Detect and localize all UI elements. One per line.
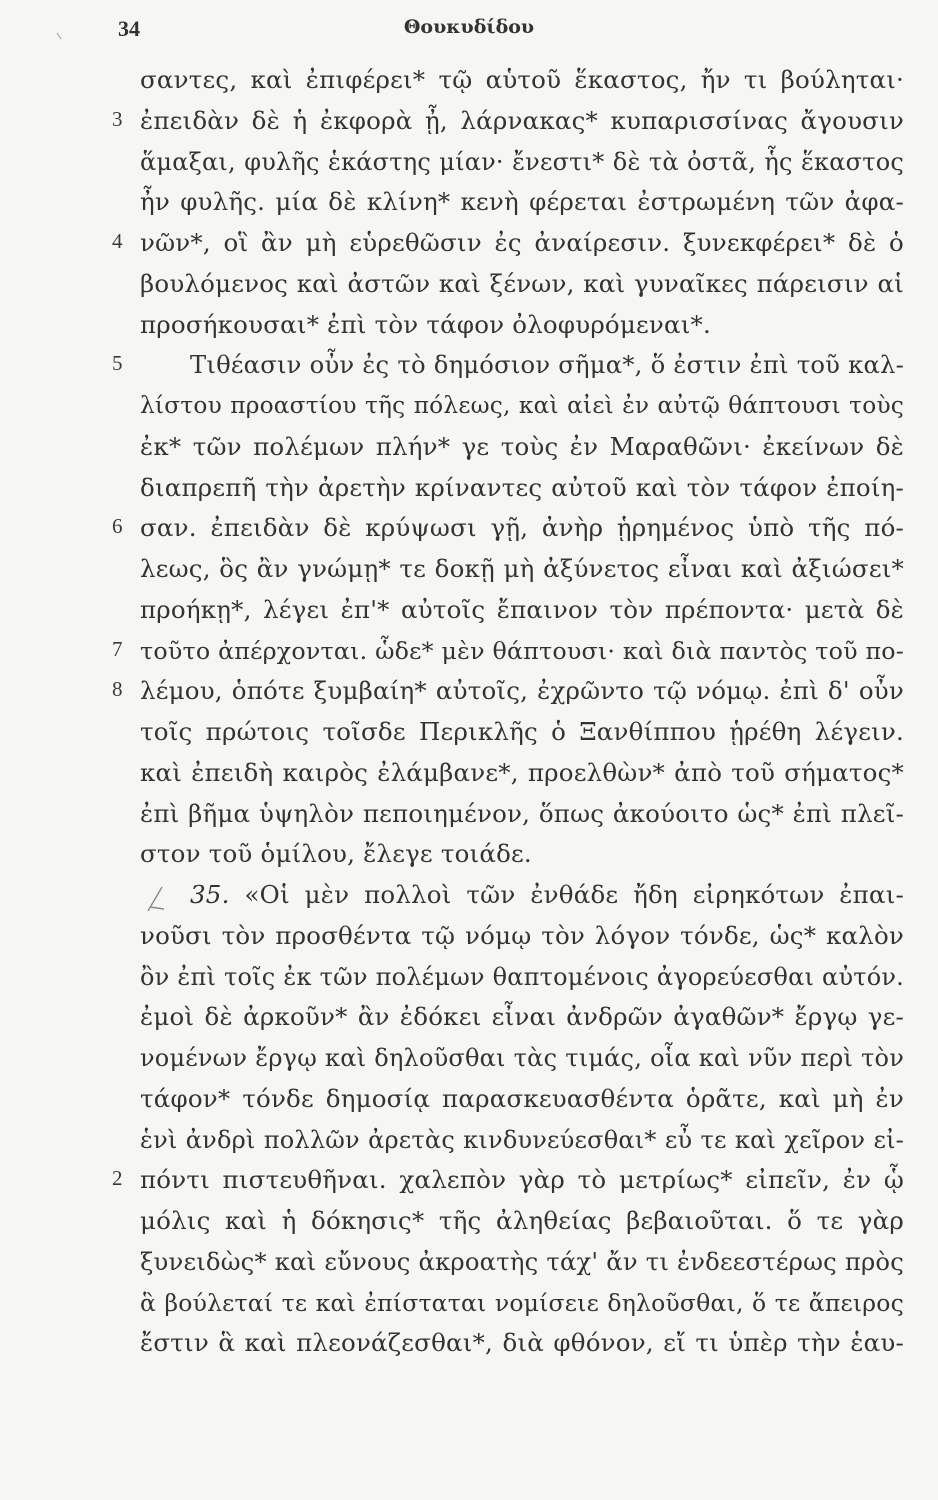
corner-tick-mark bbox=[56, 32, 64, 40]
line-text: ἑνὶ ἀνδρὶ πολλῶν ἀρετὰς κινδυνεύεσθαι* εὖ τε καὶ χεῖρον εἰ- bbox=[140, 1125, 904, 1154]
line-text: πόντι πιστευθῆναι. χαλεπὸν γὰρ τὸ μετρίως* εἰπεῖν, ἐν ᾧ bbox=[140, 1165, 904, 1195]
margin-section-number: 2 bbox=[112, 1166, 123, 1191]
line-text: νῶν*, οἳ ἂν μὴ εὑρεθῶσιν ἐς ἀναίρεσιν. ξυνεκφέρει* δὲ ὁ bbox=[140, 228, 904, 257]
text-line bbox=[0, 182, 938, 223]
line-content: «Οἱ μὲν πολλοὶ τῶν ἐνθάδε ἤδη εἰρηκότων ἐπαι- bbox=[244, 880, 904, 909]
line-text: διαπρεπῆ τὴν ἀρετὴν κρίναντες αὐτοῦ καὶ τὸν τάφον ἐποίη- bbox=[140, 472, 904, 502]
line-text: Τιθέασιν οὖν ἐς τὸ δημόσιον σῆμα*, ὅ ἐστιν ἐπὶ τοῦ καλ- bbox=[190, 350, 904, 380]
text-line bbox=[0, 1323, 938, 1364]
text-line bbox=[0, 794, 938, 835]
line-text: στον τοῦ ὁμίλου, ἔλεγε τοιάδε. bbox=[140, 839, 532, 869]
line-text: τοῦτο ἀπέρχονται. ὧδε* μὲν θάπτουσι· καὶ διὰ παντὸς τοῦ πο- bbox=[140, 636, 904, 665]
chapter-number: 35. bbox=[190, 880, 230, 909]
text-line bbox=[0, 508, 938, 549]
text-line bbox=[0, 997, 938, 1038]
page-number: 34 bbox=[118, 16, 140, 41]
text-line bbox=[0, 1079, 938, 1120]
text-line bbox=[0, 712, 938, 753]
margin-section-number: 8 bbox=[112, 677, 123, 702]
text-line bbox=[0, 223, 938, 264]
line-text bbox=[190, 879, 904, 911]
margin-section-number: 7 bbox=[112, 636, 123, 661]
line-text: τάφον* τόνδε δημοσίᾳ παρασκευασθέντα ὁρᾶτε, καὶ μὴ ἐν bbox=[140, 1083, 904, 1113]
line-text: λίστου προαστίου τῆς πόλεως, καὶ αἰεὶ ἐν αὐτῷ θάπτουσι τοὺς bbox=[140, 392, 904, 419]
line-text: ἐπειδὰν δὲ ἡ ἐκφορὰ ᾖ, λάρνακας* κυπαρισσίνας ἄγουσιν bbox=[140, 105, 904, 135]
line-text: προήκῃ*, λέγει ἐπ'* αὐτοῖς ἔπαινον τὸν πρέποντα· μετὰ δὲ bbox=[140, 594, 904, 624]
line-text: προσήκουσαι* ἐπὶ τὸν τάφον ὀλοφυρόμεναι*. bbox=[140, 309, 711, 339]
text-line bbox=[0, 916, 938, 957]
text-line bbox=[0, 1242, 938, 1283]
line-text: σαν. ἐπειδὰν δὲ κρύψωσι γῇ, ἀνὴρ ᾑρημένος ὑπὸ τῆς πό- bbox=[140, 513, 904, 543]
text-line bbox=[0, 427, 938, 468]
line-text: ὂν ἐπὶ τοῖς ἐκ τῶν πολέμων θαπτομένοις ἀγορεύεσθαι αὐτόν. bbox=[140, 962, 904, 991]
text-line bbox=[0, 671, 938, 712]
line-text: ἔστιν ἃ καὶ πλεονάζεσθαι*, διὰ φθόνον, εἴ τι ὑπὲρ τὴν ἑαυ- bbox=[140, 1328, 904, 1358]
text-line bbox=[0, 101, 938, 142]
line-text: λεως, ὃς ἂν γνώμῃ* τε δοκῇ μὴ ἀξύνετος εἶναι καὶ ἀξιώσει* bbox=[140, 554, 904, 583]
text-line bbox=[0, 142, 938, 183]
text-line bbox=[0, 386, 938, 427]
text-line bbox=[0, 1160, 938, 1201]
line-text: ἃ βούλεταί τε καὶ ἐπίσταται νομίσειε δηλοῦσθαι, ὅ τε ἄπειρος bbox=[140, 1288, 904, 1317]
text-line bbox=[0, 60, 938, 101]
line-text: ἅμαξαι, φυλῆς ἑκάστης μίαν· ἔνεστι* δὲ τὰ ὀστᾶ, ἧς ἕκαστος bbox=[140, 147, 904, 176]
margin-section-number: 3 bbox=[112, 106, 123, 131]
line-text: ἦν φυλῆς. μία δὲ κλίνη* κενὴ φέρεται ἐστρωμένη τῶν ἀφα- bbox=[140, 187, 904, 217]
text-line bbox=[0, 875, 938, 916]
text-line bbox=[0, 957, 938, 998]
text-line bbox=[0, 1038, 938, 1079]
text-line bbox=[0, 1201, 938, 1242]
text-line bbox=[0, 1283, 938, 1324]
text-line bbox=[0, 468, 938, 509]
text-line bbox=[0, 549, 938, 590]
line-text: ἐπὶ βῆμα ὑψηλὸν πεποιημένον, ὅπως ἀκούοιτο ὡς* ἐπὶ πλεῖ- bbox=[140, 798, 904, 828]
pencil-mark-icon bbox=[144, 883, 168, 913]
text-line bbox=[0, 345, 938, 386]
line-text: νομένων ἔργῳ καὶ δηλοῦσθαι τὰς τιμάς, οἷα καὶ νῦν περὶ τὸν bbox=[140, 1044, 904, 1072]
running-title: Θουκυδίδου bbox=[403, 16, 535, 38]
margin-section-number: 5 bbox=[112, 351, 123, 376]
text-line bbox=[0, 305, 938, 346]
text-line bbox=[0, 590, 938, 631]
text-line bbox=[0, 631, 938, 672]
body-text bbox=[0, 60, 938, 1364]
page-header bbox=[0, 14, 938, 44]
line-text: σαντες, καὶ ἐπιφέρει* τῷ αὑτοῦ ἕκαστος, ἤν τι βούληται· bbox=[140, 65, 904, 94]
line-text: καὶ ἐπειδὴ καιρὸς ἐλάμβανε*, προελθὼν* ἀπὸ τοῦ σήματος* bbox=[140, 757, 904, 787]
line-text: νοῦσι τὸν προσθέντα τῷ νόμῳ τὸν λόγον τόνδε, ὡς* καλὸν bbox=[140, 920, 904, 950]
line-text: βουλόμενος καὶ ἀστῶν καὶ ξένων, καὶ γυναῖκες πάρεισιν αἱ bbox=[140, 268, 904, 298]
line-text: μόλις καὶ ἡ δόκησις* τῆς ἀληθείας βεβαιοῦται. ὅ τε γὰρ bbox=[140, 1206, 904, 1235]
line-text: τοῖς πρώτοις τοῖσδε Περικλῆς ὁ Ξανθίππου ᾑρέθη λέγειν. bbox=[140, 717, 904, 746]
text-line bbox=[0, 264, 938, 305]
line-text: ξυνειδὼς* καὶ εὔνους ἀκροατὴς τάχ' ἄν τι ἐνδεεστέρως πρὸς bbox=[140, 1246, 904, 1276]
line-text: λέμου, ὁπότε ξυμβαίη* αὐτοῖς, ἐχρῶντο τῷ νόμῳ. ἐπὶ δ' οὖν bbox=[140, 676, 904, 706]
text-line bbox=[0, 1120, 938, 1161]
margin-section-number: 6 bbox=[112, 514, 123, 539]
margin-section-number: 4 bbox=[112, 229, 123, 253]
line-text: ἐμοὶ δὲ ἀρκοῦν* ἂν ἐδόκει εἶναι ἀνδρῶν ἀγαθῶν* ἔργῳ γε- bbox=[140, 1002, 904, 1032]
text-line bbox=[0, 834, 938, 875]
text-line bbox=[0, 753, 938, 794]
line-text: ἐκ* τῶν πολέμων πλήν* γε τοὺς ἐν Μαραθῶνι· ἐκείνων δὲ bbox=[140, 431, 904, 461]
